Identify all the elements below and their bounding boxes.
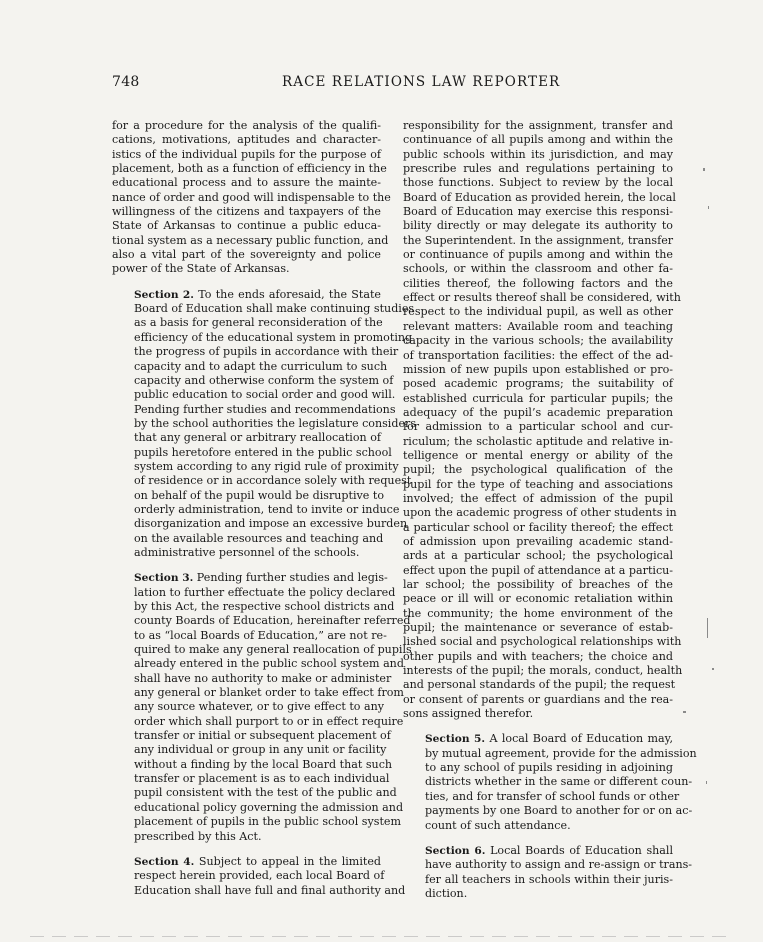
text-line: of admission upon prevailing academic stand- [403, 534, 673, 548]
scan-speck [708, 206, 709, 209]
line-text: A local Board of Education may, [485, 732, 673, 746]
text-line: count of such attendance. [425, 818, 571, 832]
text-line: any general or blanket order to take effect from [134, 686, 404, 700]
text-line: administrative personnel of the schools. [134, 545, 360, 559]
page-header [112, 74, 703, 94]
text-line: efficiency of the educational system in promoting [134, 330, 413, 344]
running-head: RACE RELATIONS LAW REPORTER [282, 74, 561, 90]
scan-speck [712, 668, 714, 670]
text-line: system according to any rigid rule of proximity [134, 459, 399, 473]
text-line: responsibility for the assignment, transfer and [403, 119, 673, 132]
text-line: pupil; the psychological qualification of the [403, 463, 673, 477]
text-line: transfer or placement is as to each individual [134, 772, 390, 786]
section-6 [403, 843, 693, 901]
text-line: interests of the pupil; the morals, conduct, health [403, 664, 683, 678]
text-line: to any school of pupils residing in adjoining [425, 761, 673, 775]
text-line: also a vital part of the sovereignty and police [112, 248, 381, 262]
text-line: on behalf of the pupil would be disruptive to [134, 488, 385, 502]
text-line: fer all teachers in schools within their juris- [425, 872, 673, 886]
text-line: Pending further studies and recommendations [134, 402, 396, 416]
text-line: ards at a particular school; the psychological [403, 549, 673, 563]
text-line: respect herein provided, each local Board of [134, 869, 385, 883]
section-label: Section 6. [425, 844, 486, 857]
left-column [112, 119, 417, 898]
text-line: by this Act, the respective school districts and [134, 600, 395, 613]
text-line: prescribed by this Act. [134, 829, 262, 843]
text-line: quired to make any general reallocation of pupils [134, 643, 412, 657]
section-label: Section 4. [134, 855, 195, 868]
right-column [403, 119, 697, 901]
text-line [112, 288, 381, 302]
text-line: orderly administration, tend to invite or induce [134, 502, 400, 516]
text-line: educational process and to assure the mainte- [112, 176, 381, 190]
text-line: those functions. Subject to review by the local [403, 176, 673, 190]
text-line: State of Arkansas to continue a public educa- [112, 219, 381, 233]
text-line: of transportation facilities: the effect of the ad- [403, 348, 673, 362]
text-line: on the available resources and teaching and [134, 531, 384, 545]
section-4 [112, 854, 406, 898]
text-line: prescribe rules and regulations pertaining to [403, 162, 673, 176]
section-label: Section 3. [134, 572, 194, 585]
text-line: schools, or within the classroom and other fa- [403, 262, 673, 276]
text-line: and personal standards of the pupil; the request [403, 678, 676, 692]
line-text: Subject to appeal in the limited [194, 854, 381, 868]
text-line: cilities thereof, the following factors and the [403, 276, 673, 290]
text-line: already entered in the public school system and [134, 657, 404, 671]
line-text: To the ends aforesaid, the State [194, 287, 381, 301]
text-line: public education to social order and good will. [134, 388, 396, 402]
text-line: continuance of all pupils among and within the [403, 133, 673, 147]
text-line: Board of Education shall make continuing studies [134, 302, 415, 316]
text-line: bility directly or may delegate its authority to [403, 219, 673, 233]
text-line: to as “local Boards of Education,” are not re- [134, 628, 387, 642]
text-line: Education shall have full and final authority and [134, 883, 406, 897]
text-line: disorganization and impose an excessive burden [134, 517, 408, 531]
scan-speck [707, 618, 708, 638]
text-line: pupil consistent with the test of the public and [134, 786, 397, 800]
text-line: capacity in the various schools; the availability [403, 334, 673, 348]
page-number: 748 [112, 74, 140, 90]
text-line [112, 855, 381, 869]
scan-speck [683, 711, 686, 713]
section-label: Section 2. [134, 288, 194, 301]
scan-edge-rule [30, 936, 730, 937]
text-line: pupils heretofore entered in the public school [134, 445, 392, 459]
text-line: the Superintendent. In the assignment, transfer [403, 233, 674, 247]
line-text: Local Boards of Education shall [485, 843, 673, 857]
text-line: payments by one Board to another for or on ac- [425, 804, 693, 818]
text-line: have authority to assign and re-assign or trans- [425, 858, 693, 872]
text-line: or continuance of pupils among and within the [403, 248, 673, 262]
text-line: diction. [425, 886, 468, 900]
text-line: pupil; the maintenance or severance of estab- [403, 621, 673, 635]
section-2 [112, 287, 417, 561]
text-line: the progress of pupils in accordance with their [134, 345, 399, 359]
text-line: county Boards of Education, hereinafter referred [134, 614, 411, 628]
text-line [403, 732, 673, 746]
text-line: nance of order and good will indispensable to the [112, 190, 391, 204]
text-line: lar school; the possibility of breaches of the [403, 578, 673, 591]
text-line: a particular school or facility thereof; the effect [403, 520, 673, 534]
text-line: Board of Education as provided herein, the local [403, 190, 676, 204]
text-line: by mutual agreement, provide for the admission [425, 746, 697, 760]
text-line: that any general or arbitrary reallocation of [134, 431, 381, 445]
text-line [112, 571, 388, 585]
text-line: order which shall purport to or in effect require [134, 714, 404, 728]
text-line: lished social and psychological relationships with [403, 635, 682, 649]
text-line: as a basis for general reconsideration of the [134, 316, 383, 330]
text-line: peace or ill will or economic retaliation within [403, 592, 673, 606]
text-line: placement, both as a function of efficiency in the [112, 162, 387, 176]
text-line: public schools within its jurisdiction, and may [403, 147, 673, 161]
text-line: telligence or mental energy or ability of the [403, 448, 673, 462]
text-line: for admission to a particular school and cur- [403, 420, 673, 434]
text-line: of residence or in accordance solely with request [134, 474, 412, 488]
text-line: effect upon the pupil of attendance at a particu- [403, 563, 674, 577]
text-line: power of the State of Arkansas. [112, 262, 290, 276]
text-line: respect to the individual pupil, as well as other [403, 305, 673, 319]
section-5 [403, 732, 697, 832]
text-line: tional system as a necessary public function, and [112, 233, 389, 247]
text-line: placement of pupils in the public school system [134, 815, 402, 829]
line-text: Pending further studies and legis- [193, 571, 388, 585]
text-line: lation to further effectuate the policy declared [134, 585, 396, 599]
text-line: adequacy of the pupil’s academic preparation [403, 405, 673, 419]
text-line: riculum; the scholastic aptitude and relative in- [403, 434, 673, 448]
text-line: posed academic programs; the suitability of [403, 377, 673, 391]
text-line: other pupils and with teachers; the choice and [403, 649, 673, 663]
text-line: any individual or group in any unit or facility [134, 743, 387, 757]
section-3 [112, 571, 412, 844]
text-line: cations, motivations, aptitudes and character- [112, 133, 381, 147]
text-line: upon the academic progress of other students in [403, 506, 677, 520]
text-line: educational policy governing the admission and [134, 800, 404, 814]
text-line: by the school authorities the legislature considers [134, 416, 417, 430]
text-line: involved; the effect of admission of the pupil [403, 491, 673, 505]
text-line: sons assigned therefor. [403, 707, 534, 721]
text-line: capacity and otherwise conform the system of [134, 373, 394, 387]
text-line: capacity and to adapt the curriculum to such [134, 359, 388, 373]
section-label: Section 5. [425, 733, 486, 746]
scan-speck [703, 168, 705, 171]
text-line: established curricula for particular pupils; the [403, 391, 673, 405]
section-4-continuation [403, 119, 683, 721]
text-line: effect or results thereof shall be considered, with [403, 291, 681, 305]
text-line: shall have no authority to make or administer [134, 671, 392, 685]
text-line [403, 844, 673, 858]
text-line: relevant matters: Available room and teaching [403, 319, 673, 333]
text-line: willingness of the citizens and taxpayers of the [112, 205, 381, 219]
text-line: mission of new pupils upon established or pro- [403, 362, 673, 376]
text-line: istics of the individual pupils for the purpose of [112, 147, 381, 161]
text-line: any source whatever, or to give effect to any [134, 700, 385, 714]
text-line: districts whether in the same or different coun- [425, 775, 693, 789]
text-line: transfer or initial or subsequent placement of [134, 729, 391, 743]
scan-speck [706, 781, 707, 784]
text-line: for a procedure for the analysis of the qualifi- [112, 119, 381, 132]
text-line: pupil for the type of teaching and associations [403, 477, 673, 491]
text-line: the community; the home environment of the [403, 606, 673, 620]
text-line: Board of Education may exercise this responsi- [403, 205, 673, 219]
text-line: without a finding by the local Board that such [134, 757, 393, 771]
paragraph-continuation [112, 119, 391, 277]
text-line: or consent of parents or guardians and the rea- [403, 692, 673, 706]
text-line: ties, and for transfer of school funds or other [425, 789, 680, 803]
